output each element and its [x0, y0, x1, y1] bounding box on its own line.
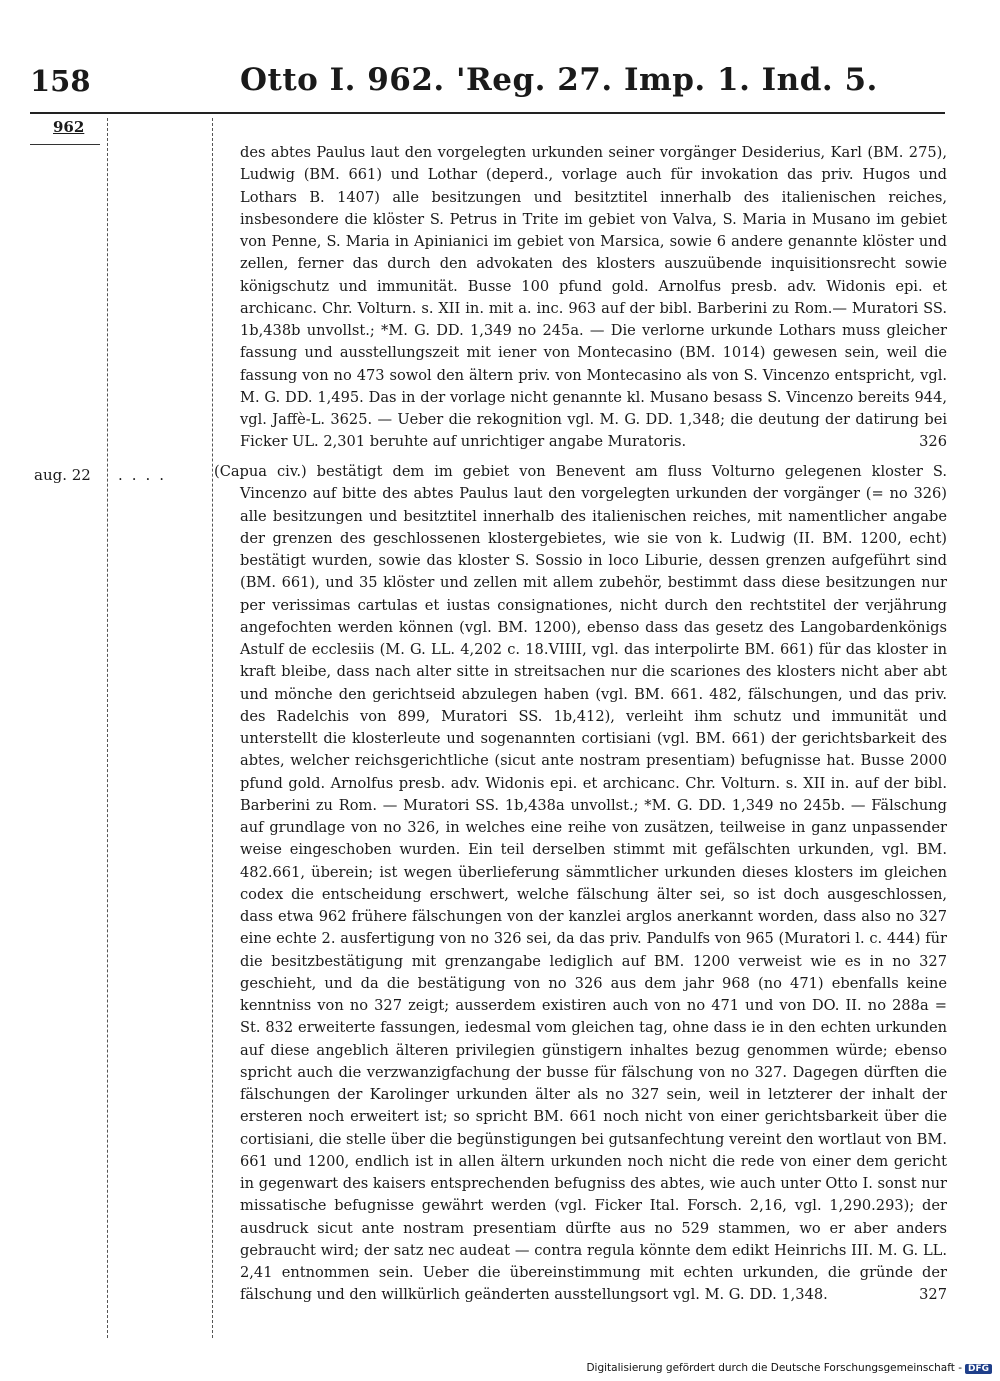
regest-number: 327	[919, 1286, 947, 1304]
running-head: Otto I. 962. 'Reg. 27. Imp. 1. Ind. 5.	[240, 62, 878, 98]
entry-date-dots: ....	[118, 466, 174, 484]
regest-entry	[214, 461, 947, 1307]
year-rule	[30, 144, 100, 145]
margin-column-line	[107, 118, 108, 1338]
header-rule	[30, 112, 945, 114]
dfg-logo: DFG	[965, 1364, 992, 1374]
footer-credit	[586, 1362, 992, 1374]
year-label: 962	[53, 118, 85, 136]
entry-date: aug. 22	[34, 466, 91, 484]
page-number: 158	[30, 64, 91, 98]
regest-number: 326	[919, 433, 947, 451]
regest-text: (Capua civ.) bestätigt dem im gebiet von Benevent am fluss Volturno gelegenen kloster S. Vincenzo auf bitte des abtes Paulus laut den vorgelegten urkunden der vorgänger (= no 326) alle besitzungen und besitztitel innerhalb des italienischen reiches, mit namentlicher angabe der grenzen des geschlossenen klostergebietes, wie sie von k. Ludwig (II. BM. 1200, echt) bestätigt wurden, sowie das kloster S. Sossio in loco Liburie, dessen grenzen aufgeführt sind (BM. 661), und 35 klöster und zellen mit allem zubehör, bestimmt dass diese besitzungen nur per verissimas cartulas et iustas consignationes, nicht durch den rechtstitel der verjährung angefochten werden können (vgl. BM. 1200), ebenso dass das gesetz des Langobardenkönigs Astulf de ecclesiis (M. G. LL. 4,202 c. 18.VIIII, vgl. das interpolirte BM. 661) für das kloster in kraft bleibe, dass nach alter sitte in streitsachen nur die scariones des klosters nicht aber abt und mönche den gerichtseid abzulegen haben (vgl. BM. 661. 482, fälschungen, und das priv. des Radelchis von 899, Muratori SS. 1b,412), verleiht ihm schutz und immunität und unterstellt die klosterleute und sogenannten cortisiani (vgl. BM. 661) der gerichtsbarkeit des abtes, welcher reichsgerichtliche (sicut ante nostram presentiam) befugnisse hat. Busse 2000 pfund gold. Arnolfus presb. adv. Widonis epi. et archicanc. Chr. Volturn. s. XII in. auf der bibl. Barberini zu Rom. — Muratori SS. 1b,438a unvollst.; *M. G. DD. 1,349 no 245b. — Fälschung auf grundlage von no 326, in welches eine reihe von zusätzen, teilweise in ganz unpassender weise eingeschoben wurden. Ein teil derselben stimmt mit gefälschten urkunden, vgl. BM. 482.661, überein; ist wegen überlieferung sämmtlicher urkunden dieses klosters im gleichen codex die entscheidung erschwert, welche fälschung älter sei, so ist doch ausgeschlossen, dass etwa 962 frühere fälschungen von der kanzlei arglos anerkannt worden, dass also no 327 eine echte 2. ausfertigung von no 326 sei, da das priv. Pandulfs von 965 (Muratori l. c. 444) für die besitzbestätigung mit grenzangabe lediglich auf BM. 1200 verweist wie es in no 327 geschieht, und da die bestätigung von no 326 aus dem jahr 968 (no 471) ebenfalls keine kenntniss von no 327 zeigt; ausserdem existiren auch von no 471 und von DO. II. no 288a = St. 832 erweiterte fassungen, iedesmal vom gleichen tag, ohne dass ie in den echten urkunden auf diese angeblich älteren privilegien günstigern inhaltes bezug genommen würde; ebenso spricht auch die verzwanzigfachung der busse für fälschung von no 327. Dagegen dürften die fälschungen der Karolinger urkunden älter als no 327 sein, weil in letzterer der inhalt der ersteren noch erweitert ist; so spricht BM. 661 noch nicht von einer gerichtsbarkeit über die cortisiani, die stelle über die begünstigungen bei gutsanfechtung vereint den wortlaut von BM. 661 und 1200, endlich ist in allen ältern urkunden noch nicht die rede von einer dem gericht in gegenwart des kaisers entsprechenden befugniss des abtes, wie auch unter Otto I. sonst nur missatische befugnisse gewährt werden (vgl. Ficker Ital. Forsch. 2,16, vgl. 1,290.293); der ausdruck sicut ante nostram presentiam dürfte aus no 529 stammen, wo er aber anders gebraucht wird; der satz nec audeat — contra regula könnte dem edikt Heinrichs III. M. G. LL. 2,41 entnommen sein. Ueber die übereinstimmung mit echten urkunden, die gründe der fälschung und den willkürlich geänderten ausstellungsort vgl. M. G. DD. 1,348.	[214, 463, 947, 1304]
regest-entry	[240, 142, 947, 454]
footer-text: Digitalisierung gefördert durch die Deutsche Forschungsgemeinschaft -	[586, 1362, 962, 1374]
date-column-line	[212, 118, 213, 1338]
regest-text: des abtes Paulus laut den vorgelegten urkunden seiner vorgänger Desiderius, Karl (BM. 275), Ludwig (BM. 661) und Lothar (deperd., vorlage auch für invokation das priv. Hugos und Lothars B. 1407) alle besitzungen und besitztitel innerhalb des italienischen reiches, insbesondere die klöster S. Petrus in Trite im gebiet von Valva, S. Maria in Musano im gebiet von Penne, S. Maria in Apinianici im gebiet von Marsica, sowie 6 andere genannte klöster und zellen, ferner das durch den advokaten des klosters auszuübende inquisitionsrecht sowie königschutz und immunität. Busse 100 pfund gold. Arnolfus presb. adv. Widonis epi. et archicanc. Chr. Volturn. s. XII in. mit a. inc. 963 auf der bibl. Barberini zu Rom.— Muratori SS. 1b,438b unvollst.; *M. G. DD. 1,349 no 245a. — Die verlorne urkunde Lothars muss gleicher fassung und ausstellungszeit mit iener von Montecasino (BM. 1014) gewesen sein, weil die fassung von no 473 sowol den ältern priv. von Montecasino als von S. Vincenzo entspricht, vgl. M. G. DD. 1,495. Das in der vorlage nicht genannte kl. Musano besass S. Vincenzo bereits 944, vgl. Jaffè-L. 3625. — Ueber die rekognition vgl. M. G. DD. 1,348; die deutung der datirung bei Ficker UL. 2,301 beruhte auf unrichtiger angabe Muratoris.	[240, 144, 947, 451]
